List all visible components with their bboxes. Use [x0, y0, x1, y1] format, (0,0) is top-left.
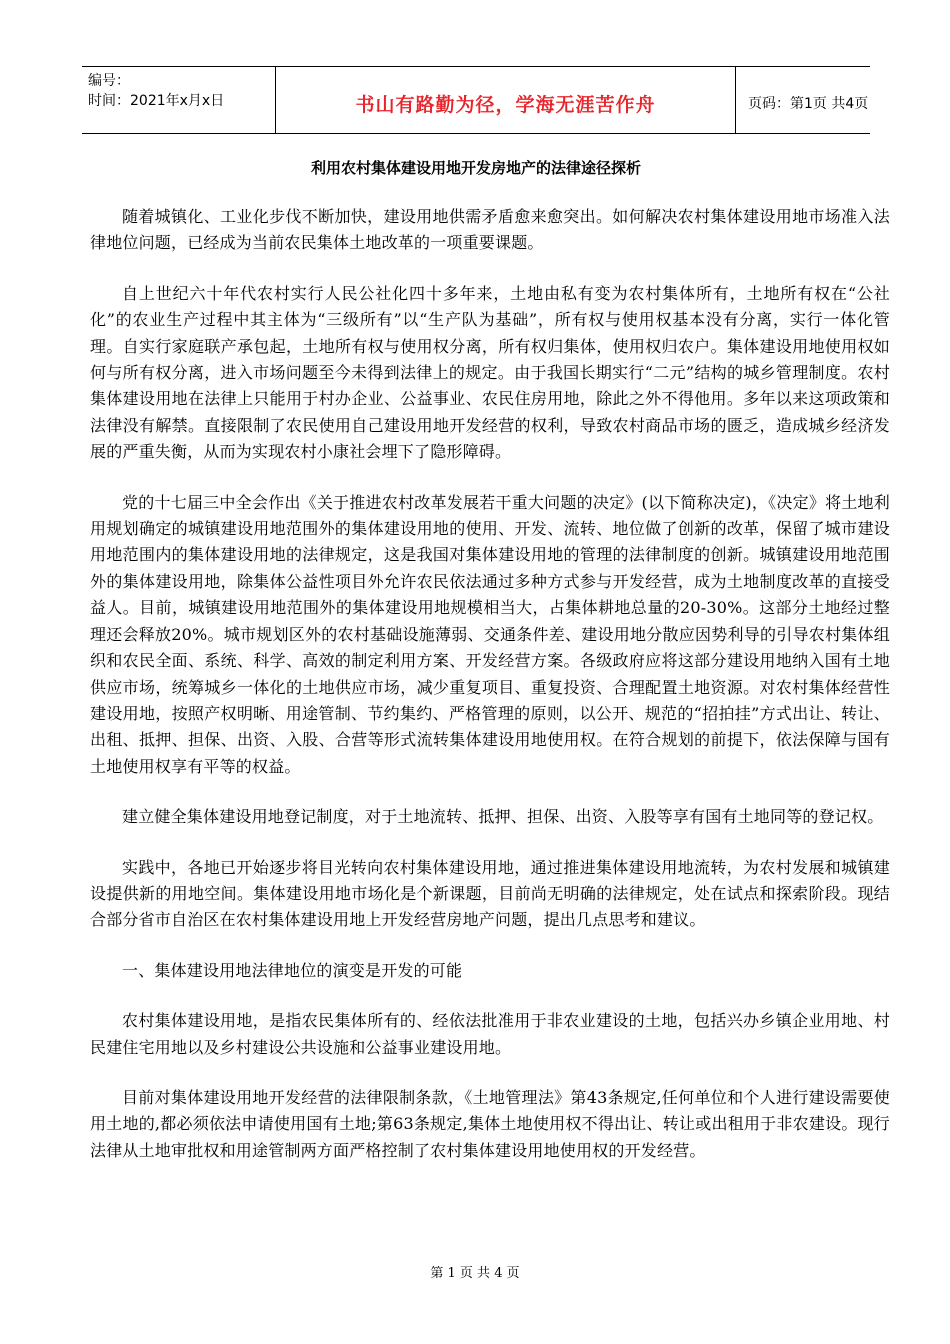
time-label: 时间：2021年x月x日 [88, 93, 225, 109]
paragraph: 农村集体建设用地，是指农民集体所有的、经依法批准用于非农业建设的土地，包括兴办乡镇企业用地、村民建住宅用地以及乡村建设公共设施和公益事业建设用地。 [90, 1011, 890, 1057]
number-label: 编号： [88, 73, 130, 89]
section-heading: 一、集体建设用地法律地位的演变是开发的可能 [122, 960, 463, 980]
paragraph: 党的十七届三中全会作出《关于推进农村改革发展若干重大问题的决定》(以下简称决定)，《决定》将土地利用规划确定的城镇建设用地范围外的集体建设用地的使用、开发、流转、地位做了创新的改革，保留了城市建设用地范围内的集体建设用地的法律规定，这是我国对集体建设用地的管理的法律制度的创新。城镇建设用地范围外的集体建设用地，除集体公益性项目外允许农民依法通过多种方式参与开发经营，成为土地制度改革的直接受益人。目前，城镇建设用地范围外的集体建设用地规模相当大，占集体耕地总量的20-30%。这部分土地经过整理还会释放20%。城市规划区外的农村基础设施薄弱、交通条件差、建设用地分散应因势利导的引导农村集体组织和农民全面、系统、科学、高效的制定利用方案、开发经营方案。各级政府应将这部分建设用地纳入国有土地供应市场，统筹城乡一体化的土地供应市场，减少重复项目、重复投资、合理配置土地资源。对农村集体经营性建设用地，按照产权明晰、用途管制、节约集约、严格管理的原则，以公开、规范的“招拍挂”方式出让、转让、出租、抵押、担保、出资、入股、合营等形式流转集体建设用地使用权。在符合规划的前提下，依法保障与国有土地使用权享有平等的权益。 [90, 492, 890, 776]
header-meta [82, 67, 276, 133]
document-title: 利用农村集体建设用地开发房地产的法律途径探析 [310, 159, 641, 177]
paragraph: 建立健全集体建设用地登记制度，对于土地流转、抵押、担保、出资、入股等享有国有土地同等的登记权。 [122, 807, 884, 827]
paragraph: 随着城镇化、工业化步伐不断加快，建设用地供需矛盾愈来愈突出。如何解决农村集体建设用地市场准入法律地位问题，已经成为当前农民集体土地改革的一项重要课题。 [90, 207, 890, 253]
motto-text: 书山有路勤为径，学海无涯苦作舟 [355, 93, 656, 116]
header-page-info: 页码：第1页 共4页 [748, 96, 869, 112]
document-header [82, 66, 870, 134]
header-motto-cell [276, 67, 736, 133]
paragraph: 实践中，各地已开始逐步将目光转向农村集体建设用地，通过推进集体建设用地流转，为农村发展和城镇建设提供新的用地空间。集体建设用地市场化是个新课题，目前尚无明确的法律规定，处在试点和探索阶段。现结合部分省市自治区在农村集体建设用地上开发经营房地产问题，提出几点思考和建议。 [90, 857, 890, 930]
paragraph: 目前对集体建设用地开发经营的法律限制条款，《土地管理法》第43条规定,任何单位和个人进行建设需要使用土地的,都必须依法申请使用国有土地;第63条规定,集体土地使用权不得出让、转让或出租用于非农建设。现行法律从土地审批权和用途管制两方面严格控制了农村集体建设用地使用权的开发经营。 [90, 1087, 890, 1160]
document-body [90, 204, 890, 1188]
paragraph: 自上世纪六十年代农村实行人民公社化四十多年来，土地由私有变为农村集体所有，土地所有权在“公社化”的农业生产过程中其主体为“三级所有”以“生产队为基础”，所有权与使用权基本没有分离，实行一体化管理。自实行家庭联产承包起，土地所有权与使用权分离，所有权归集体，使用权归农户。集体建设用地使用权如何与所有权分离，进入市场问题至今未得到法律上的规定。由于我国长期实行“二元”结构的城乡管理制度。农村集体建设用地在法律上只能用于村办企业、公益事业、农民住房用地，除此之外不得他用。多年以来这项政策和法律没有解禁。直接限制了农民使用自己建设用地开发经营的权利，导致农村商品市场的匮乏，造成城乡经济发展的严重失衡，从而为实现农村小康社会埋下了隐形障碍。 [90, 283, 890, 462]
page-footer: 第 1 页 共 4 页 [430, 1266, 520, 1281]
